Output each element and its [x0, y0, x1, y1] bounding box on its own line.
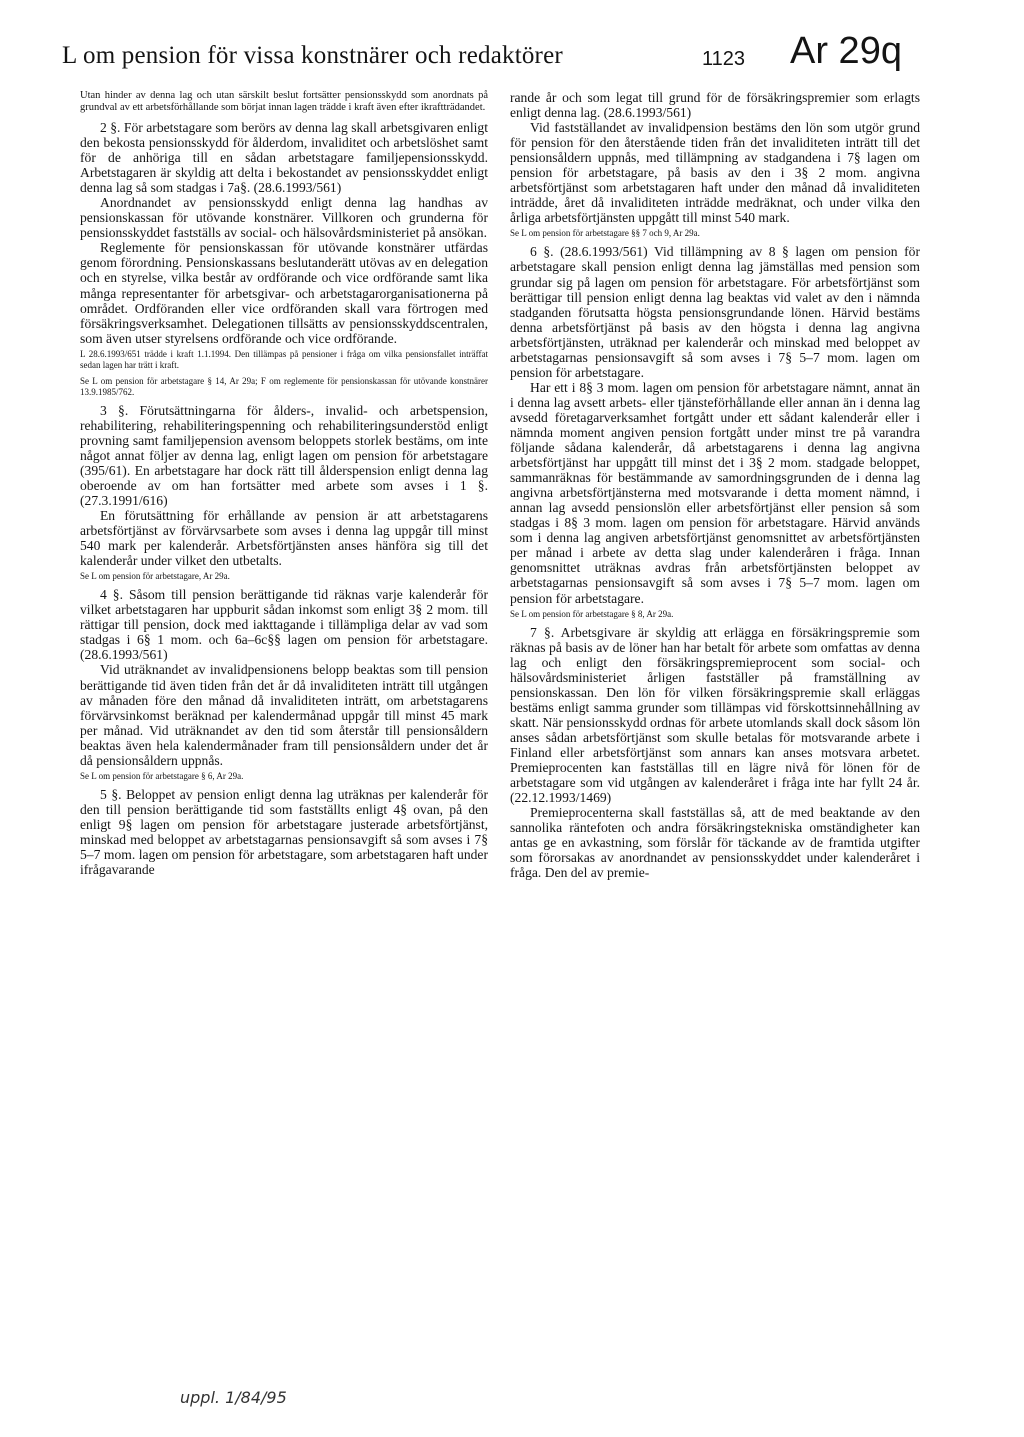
paragraph: rande år och som legat till grund för de försäkringspremier som erlagts enligt denna lag. (28.6.1993/561)	[510, 90, 920, 121]
reference-note: Se L om pension för arbetstagare § 6, Ar 29a.	[80, 770, 244, 781]
paragraph: Anordnandet av pensionsskydd enligt denna lag handhas av pensionskassan för utövande konstnärer. Villkoren och grunderna för pensionsskyddet fastställs av social- och hälsovårdsministeriet på ansökan.	[80, 195, 488, 241]
paragraph: Utan hinder av denna lag och utan särskilt beslut fortsätter pensionsskydd som anordnats på grundval av ett arbetsförhållande som börjat innan lagen trädde i kraft även efter ikraftträdandet.	[80, 90, 488, 113]
paragraph: Reglemente för pensionskassan för utövande konstnärer utfärdas genom förordning. Pensionskassans beslutanderätt utövas av en delegation och en styrelse, vilka består av ordförande och vice ordförande samt lika många representanter för arbetsgivar- och arbetstagarorganisationerna på området. Ordföranden eller vice ordföranden skall vara förtrogen med försäkringsverksamhet. Delegationen tillsätts av pensionsskyddscentralen, som även utser styrelsens ordförande och vice ordförande.	[80, 240, 488, 346]
page-number: 1123	[702, 48, 746, 70]
reference-note: L 28.6.1993/651 trädde i kraft 1.1.1994. Den tillämpas på pensioner i fråga om vilka pensionsfallet inträffat sedan lagen har trätt i kraft.	[80, 348, 488, 370]
paragraph: Premieprocenterna skall fastställas så, att de med beaktande av den sannolika räntefoten och andra försäkringstekniska omständigheter kan antas ge en avkastning, som förslår för täckande av de framtida utgifter som förorsakas av anordnandet av pensionsskyddet under kalenderåret i fråga. Den del av premie-	[510, 805, 920, 881]
reference-note: Se L om pension för arbetstagare § 8, Ar 29a.	[510, 608, 674, 619]
paragraph: Vid fastställandet av invalidpension bestäms den lön som utgör grund för pension för den återstående tiden från det invaliditeten inträtt till det pensionsåldern uppnås, med tillämpning av stadgandena i 7§ lagen om pension för arbetstagare, på basis av den i 3§ 2 mom. angivna arbetsförtjänst som arbetstagaren haft under den månad då invaliditeten inträdde, året då invaliditeten inträdde medräknat, och under vilka den årliga arbetsförtjänsten uppgått till minst 540 mark.	[510, 120, 920, 226]
paragraph: 7 §. Arbetsgivare är skyldig att erlägga en försäkringspremie som räknas på basis av de löner han har betalt för arbete som omfattas av denna lag och enligt den försäkringspremieprocent som social- och hälsovårdsministeriet årligen fastställer på framställning av pensionskassan. Den lön för vilken försäkringspremie skall erläggas bestäms enligt samma grunder som tillämpas vid förskottsinnehållning av skatt. När pensionsskydd ordnas för arbete utomlands skall dock såsom lön anses sådan arbetsförtjänst som skulle betalas för motsvarande arbete i Finland eller arbetsförtjänst som annars kan anses motsvara arbetet. Premieprocenten kan fastställas till en lägre nivå för lönen för de arbetstagare som vid utgången av kalenderåret i fråga inte har fyllt 24 år. (22.12.1993/1469)	[510, 624, 920, 806]
paragraph: En förutsättning för erhållande av pension är att arbetstagarens arbetsförtjänst av förvärvsarbete som avses i denna lag uppgår till minst 540 mark per kalenderår. Arbetsförtjänsten anses hänföra sig till det kalenderår under vilket den utbetalts.	[80, 508, 488, 569]
running-title: L om pension för vissa konstnärer och redaktörer	[62, 42, 563, 69]
paragraph: 6 §. (28.6.1993/561) Vid tillämpning av 8 § lagen om pension för arbetstagare skall pension enligt denna lag jämställas med pension som grundar sig på lagen om pension för arbetstagare. För arbetsförtjänst som berättigar till pension enligt denna lag beaktas vid valet av den i nämnda stadganden förutsatta högsta pensionsgrundande lönen. Härvid bestäms denna arbetsförtjänst på basis av den högsta i denna lag angivna arbetsförtjänsten, uträknad per kalenderår och minskad med beloppet av arbetstagarnas pensionsavgift så som avses i 7§ 5–7 mom. lagen om pension för arbetstagare.	[510, 244, 920, 380]
reference-note: Se L om pension för arbetstagare, Ar 29a.	[80, 571, 230, 582]
page-header	[62, 28, 962, 88]
paragraph: 2 §. För arbetstagare som berörs av denna lag skall arbetsgivaren enligt den bekosta pensionsskydd för ålderdom, invaliditet och arbetslöshet samt för de anhöriga till en sådan arbetstagare familjepensionsskydd. Arbetstagaren är skyldig att delta i bekostandet av pensionsskyddet enligt denna lag så som stadgas i 7a§. (28.6.1993/561)	[80, 120, 488, 196]
reference-note: Se L om pension för arbetstagare §§ 7 och 9, Ar 29a.	[510, 228, 700, 239]
right-column	[510, 90, 920, 880]
reference-note: Se L om pension för arbetstagare § 14, Ar 29a; F om reglemente för pensionskassan för utövande konstnärer 13.9.1985/762.	[80, 375, 488, 397]
paragraph: Vid uträknandet av invalidpensionens belopp beaktas som till pension berättigande tid även tiden från det år då invaliditeten inträtt till utgången av månaden före den månad då invaliditeten inträtt, om arbetstagarens förvärvsinkomst beräknad per kalendermånad uppgår till minst 45 mark per månad. Vid uträknandet av den tid som återstår till pensionsåldern beaktas även hela kalendermånader fram till pensionsåldern under det år då pensionsåldern uppnås.	[80, 662, 488, 768]
paragraph: 4 §. Såsom till pension berättigande tid räknas varje kalenderår för vilket arbetstagaren har uppburit sådan inkomst som enligt 3§ 2 mom. till rättigar till pension, dock med iakttagande i tillämpliga delar av vad som stadgas i 6§ 1 mom. och 6a–6c§§ lagen om pension för arbetstagare. (28.6.1993/561)	[80, 587, 488, 663]
volume-mark: Ar 29q	[790, 30, 902, 72]
handwritten-note: uppl. 1/84/95	[180, 1388, 287, 1407]
paragraph: 5 §. Beloppet av pension enligt denna lag uträknas per kalenderår för den till pension berättigande tid som fastställts enligt 4§ ovan, på den enligt 9§ lagen om pension för arbetstagare justerade arbetsförtjänst, minskad med beloppet av arbetstagarnas pensionsavgift så som avses i 7§ 5–7 mom. lagen om pension för arbetstagare, som arbetstagaren haft under ifrågavarande	[80, 786, 488, 878]
paragraph: 3 §. Förutsättningarna för ålders-, invalid- och arbetspension, rehabilitering, rehabiliteringspenning och rehabiliteringsunderstöd enligt provning samt familjepension avensom beloppets storlek bestäms, om inte något annat följer av denna lag, enligt lagen om pension för arbetstagare (395/61). En arbetstagare har dock rätt till ålderspension enligt denna lag oberoende av om han fortsätter med arbete som avses i 1 §. (27.3.1991/616)	[80, 402, 488, 508]
paragraph: Har ett i 8§ 3 mom. lagen om pension för arbetstagare nämnt, annat än i denna lag avsett arbets- eller tjänsteförhållande eller annan än i denna lag avsedd företagarverksamhet fortgått under ett sådant kalenderår eller i nämnda moment angiven pension fortgått under minst tre på varandra följande sådana kalenderår, då arbetstagarens i denna lag angivna arbetsförtjänst har uppgått till minst det i 3§ 2 mom. stadgade beloppet, sammanräknas för bestämmande av samordningsgrunden de i denna lag angivna arbetsförtjänsterna med motsvarande i detta moment nämnd, i annan lag avsedd pensionslön eller arbetsförtjänst eller pension så som stadgas i 8§ 3 mom. lagen om pension för arbetstagare. Härvid används som i denna lag angiven arbetsförtjänst genomsnittet av arbetsförtjänsten per månad i arbete av detta slag under kalenderåren i fråga. Innan genomsnittet uträknas avdras från arbetsförtjänsten beloppet av arbetstagarnas pensionsavgift så som avses i 7§ 5–7 mom. lagen om pension för arbetstagare.	[510, 379, 920, 606]
left-column	[80, 90, 488, 877]
